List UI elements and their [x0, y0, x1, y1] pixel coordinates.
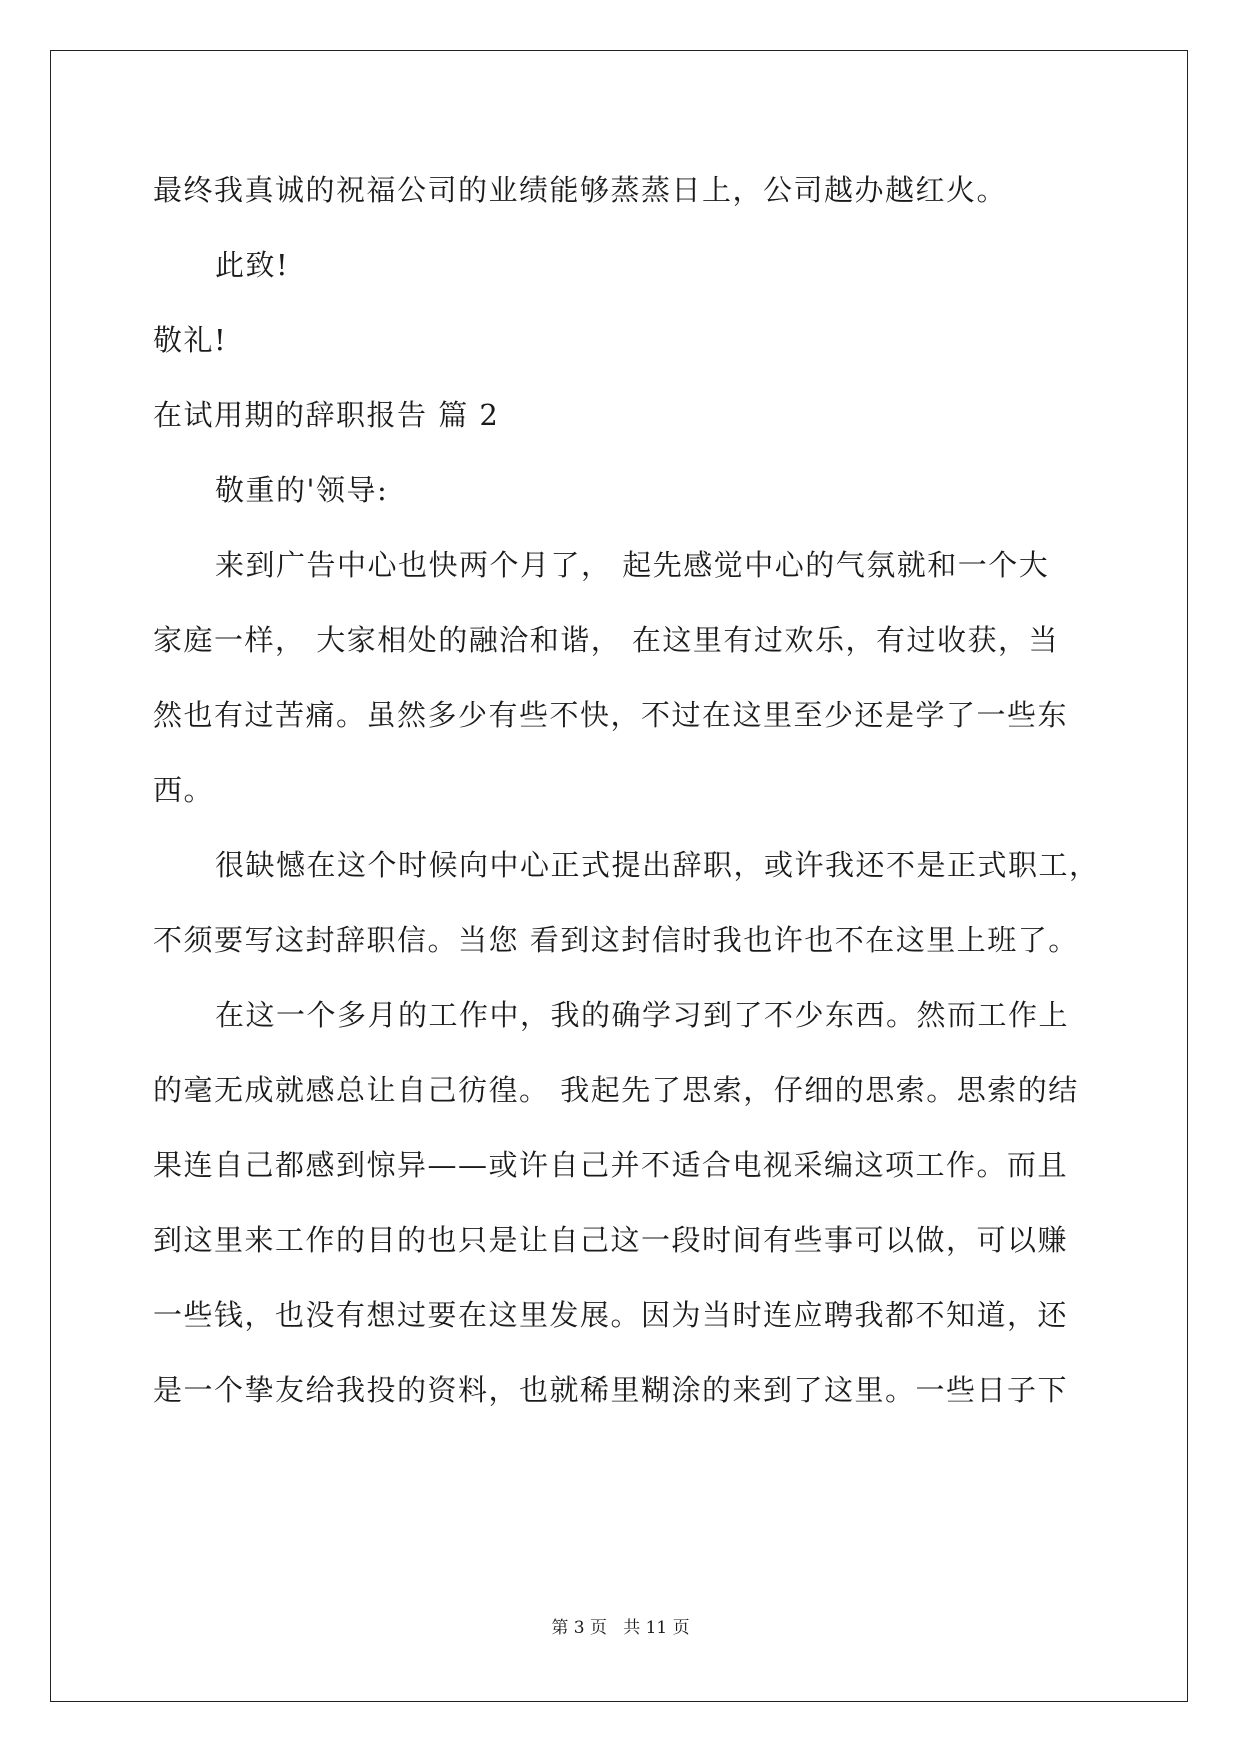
- paragraph-line: 果连自己都感到惊异——或许自己并不适合电视采编这项工作。而且: [153, 1148, 1069, 1182]
- closing-wish-line: 最终我真诚的祝福公司的业绩能够蒸蒸日上，公司越办越红火。: [153, 173, 1008, 207]
- paragraph-line: 是一个挚友给我投的资料，也就稀里糊涂的来到了这里。一些日子下: [153, 1373, 1069, 1407]
- salutation-jingli: 敬礼!: [153, 323, 228, 357]
- paragraph-line: 不须要写这封辞职信。当您 看到这封信时我也许也不在这里上班了。: [153, 923, 1079, 957]
- paragraph-line: 的毫无成就感总让自己彷徨。 我起先了思索，仔细的思索。思索的结: [153, 1073, 1079, 1107]
- page-number-footer: 第 3 页 共 11 页: [551, 1618, 690, 1638]
- paragraph-line: 在这一个多月的工作中，我的确学习到了不少东西。然而工作上: [215, 998, 1070, 1032]
- paragraph-line: 然也有过苦痛。虽然多少有些不快，不过在这里至少还是学了一些东: [153, 698, 1069, 732]
- paragraph-line: 来到广告中心也快两个月了， 起先感觉中心的气氛就和一个大: [215, 548, 1050, 582]
- paragraph-line: 到这里来工作的目的也只是让自己这一段时间有些事可以做，可以赚: [153, 1223, 1069, 1257]
- paragraph-line: 西。: [153, 773, 215, 807]
- paragraph-line: 很缺憾在这个时候向中心正式提出辞职，或许我还不是正式职工，: [215, 848, 1100, 882]
- paragraph-line: 一些钱，也没有想过要在这里发展。因为当时连应聘我都不知道，还: [153, 1298, 1069, 1332]
- paragraph-line: 家庭一样， 大家相处的融洽和谐， 在这里有过欢乐，有过收获，当: [153, 623, 1059, 657]
- letter-greeting: 敬重的'领导:: [215, 473, 389, 507]
- salutation-cizhi: 此致!: [215, 248, 290, 282]
- section-heading: 在试用期的辞职报告 篇 2: [153, 398, 500, 432]
